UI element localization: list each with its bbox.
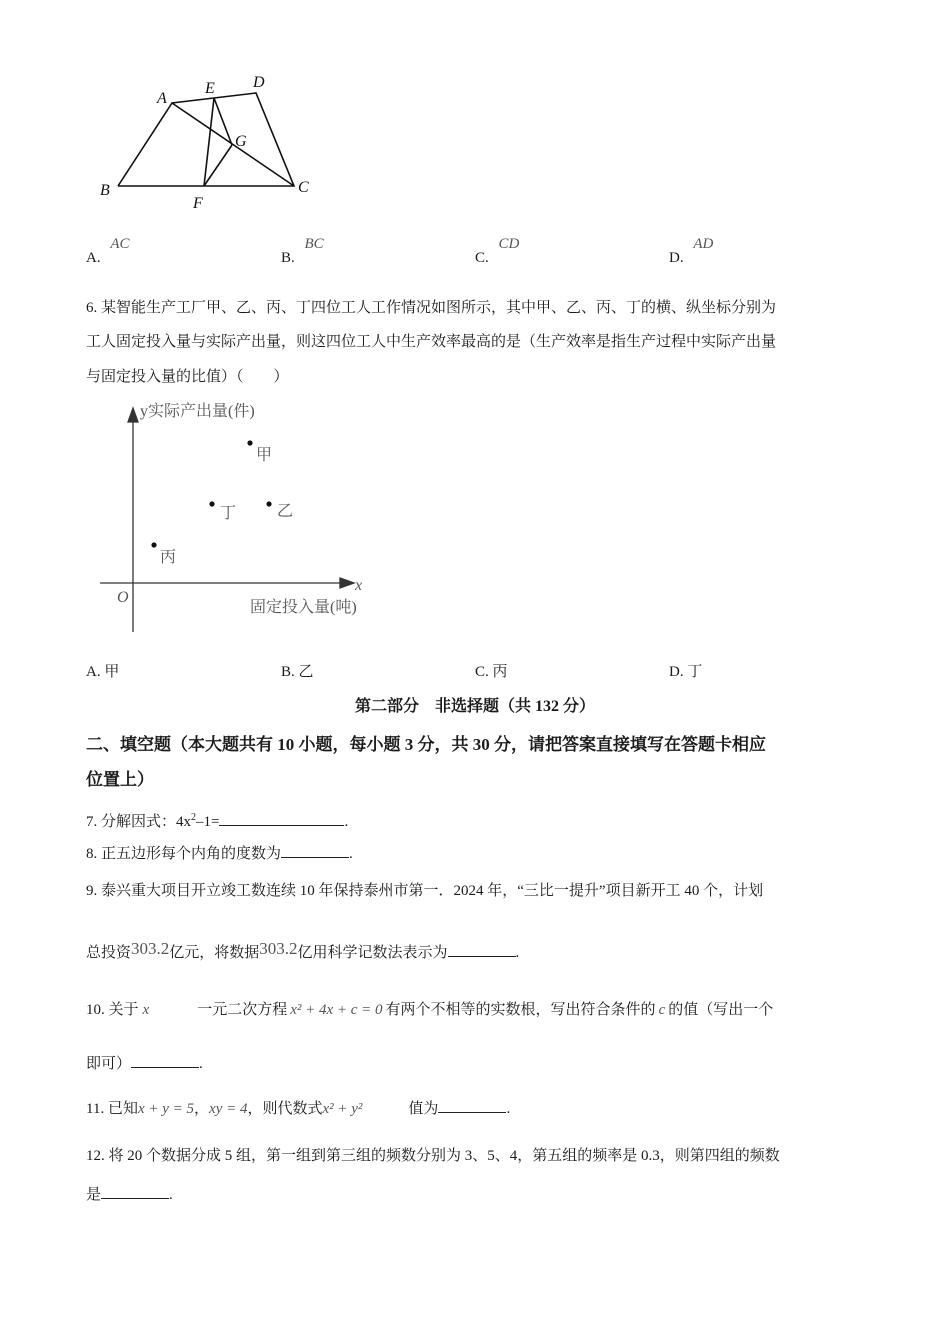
section-heading: 二、填空题（本大题共有 10 小题，每小题 3 分，共 30 分，请把答案直接填写在答题卡相应 <box>86 735 766 754</box>
q5-figure <box>90 70 330 220</box>
q5-option-d[interactable]: D. AD <box>669 236 714 266</box>
q6-option-c[interactable]: C. 丙 <box>475 664 508 680</box>
point-label-yi: 乙 <box>277 503 294 520</box>
q6-option-d[interactable]: D. 丁 <box>669 664 703 680</box>
y-axis-label: y实际产出量(件) <box>140 403 255 420</box>
q6-graph <box>90 398 390 634</box>
q7-answer-blank[interactable] <box>219 811 344 826</box>
option-value: BC <box>304 236 324 252</box>
label-D: D <box>253 74 265 91</box>
label-B: B <box>100 182 110 199</box>
q6-line-3: 与固定投入量的比值）（ ） <box>86 369 289 385</box>
q11-answer-blank[interactable] <box>438 1098 506 1113</box>
q6-line-1: 6. 某智能生产工厂甲、乙、丙、丁四位工人工作情况如图所示，其中甲、乙、丙、丁的横、纵坐标分别为 <box>86 300 777 316</box>
q10-line-1: 10. 关于 x 一元二次方程 x² + 4x + c = 0 有两个不相等的实数根，写出符合条件的 c 的值（写出一个 <box>86 1002 774 1018</box>
x-axis-label: x <box>355 577 363 594</box>
label-G: G <box>235 133 247 150</box>
trapezoid-diagram <box>90 70 330 220</box>
label-C: C <box>298 179 309 196</box>
q10-line-2: 即可） . <box>86 1053 203 1074</box>
q9-answer-blank[interactable] <box>448 942 516 957</box>
q5-option-a[interactable]: A. AC <box>86 236 130 266</box>
q5-option-b[interactable]: B. BC <box>281 236 324 266</box>
q12-answer-blank[interactable] <box>101 1184 169 1199</box>
q6-option-a[interactable]: A. 甲 <box>86 664 120 680</box>
q9-line-1: 9. 泰兴重大项目开立竣工数连续 10 年保持泰州市第一．2024 年，“三比一提升”项目新开工 40 个，计划 <box>86 883 764 899</box>
q5-option-c[interactable]: C. CD <box>475 236 520 266</box>
origin-label: O <box>117 589 129 606</box>
q12-line-2: 是 . <box>86 1184 173 1205</box>
q6-line-2: 工人固定投入量与实际产出量，则这四位工人中生产效率最高的是（生产效率是指生产过程中实际产出量 <box>86 334 777 350</box>
option-value: AD <box>693 236 714 252</box>
x-axis-caption: 固定投入量(吨) <box>250 599 357 616</box>
option-value: CD <box>498 236 520 252</box>
scatter-plot <box>90 398 390 634</box>
q9-line-2: 总投资303.2亿元，将数据303.2亿用科学记数法表示为 . <box>86 939 520 961</box>
label-A: A <box>157 90 167 107</box>
option-value: AC <box>110 236 130 252</box>
section-heading-cont: 位置上） <box>86 770 154 789</box>
point-label-bing: 丙 <box>160 549 177 566</box>
q6-option-b[interactable]: B. 乙 <box>281 664 314 680</box>
q11: 11. 已知x + y = 5，xy = 4，则代数式x² + y² 值为 . <box>86 1098 510 1119</box>
point-label-ding: 丁 <box>220 505 237 522</box>
label-E: E <box>205 80 215 97</box>
q12-line-1: 12. 将 20 个数据分成 5 组，第一组到第三组的频数分别为 3、5、4，第五组的频率是 0.3，则第四组的频数 <box>86 1148 780 1164</box>
label-F: F <box>193 195 203 212</box>
q10-answer-blank[interactable] <box>131 1053 199 1068</box>
part2-title: 第二部分 非选择题（共 132 分） <box>354 698 595 715</box>
point-label-jia: 甲 <box>256 447 273 464</box>
q8: 8. 正五边形每个内角的度数为 . <box>86 843 353 864</box>
q7: 7. 分解因式：$4x^2-1=$ . <box>86 812 349 830</box>
q8-answer-blank[interactable] <box>281 843 349 858</box>
